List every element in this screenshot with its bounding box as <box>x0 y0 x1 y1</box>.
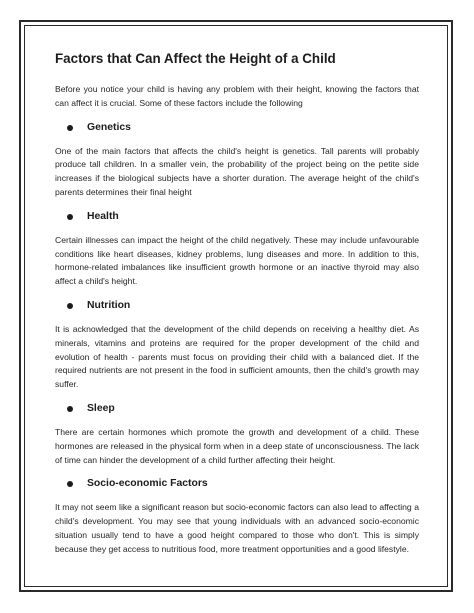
section-heading-sleep <box>67 402 419 416</box>
bullet-icon <box>67 406 73 412</box>
document-content <box>55 51 419 567</box>
section-heading-nutrition <box>67 299 419 313</box>
section-health <box>55 210 419 289</box>
section-title: Nutrition <box>87 299 131 311</box>
section-heading-health <box>67 210 419 224</box>
bullet-icon <box>67 303 73 309</box>
section-body: One of the main factors that affects the child's height is genetics. Tall parents will probably produce tall children. In a smaller vein, the probability of the project being on the petite side increases if the biological subjects have a shorter duration. The average height of the child's parents determines their final height <box>55 145 419 197</box>
section-genetics <box>55 121 419 200</box>
section-nutrition <box>55 299 419 392</box>
bullet-icon <box>67 481 73 487</box>
section-sleep <box>55 402 419 467</box>
bullet-icon <box>67 125 73 131</box>
section-body: There are certain hormones which promote the growth and development of a child. These hormones are released in the physical form when in a deep state of unconsciousness. The lack of time can hinder the development of a child further affecting their height. <box>55 426 419 465</box>
section-socio-economic <box>55 477 419 556</box>
section-body: Certain illnesses can impact the height of the child negatively. These may include unfavourable conditions like heart diseases, kidney problems, lung diseases and more. In addition to this, hormone-related imbalances like insufficient growth hormone or an inactive thyroid may also affect a child's height. <box>55 234 419 287</box>
intro-paragraph: Before you notice your child is having any problem with their height, knowing the factors that can affect it is crucial. Some of these factors include the following <box>55 84 419 108</box>
section-heading-genetics <box>67 121 419 135</box>
section-title: Genetics <box>87 121 131 133</box>
section-title: Health <box>87 210 119 222</box>
document-title: Factors that Can Affect the Height of a Child <box>55 51 336 66</box>
section-title: Socio-economic Factors <box>87 478 208 490</box>
section-body: It is acknowledged that the development of the child depends on receiving a healthy diet. As minerals, vitamins and proteins are required for the proper development of the child and evolution of health - parents must focus on providing their child with a balanced diet. If the required nutrients are not present in the food in sufficient amounts, then the child's growth may suffer. <box>55 323 419 390</box>
section-heading-socio-economic <box>67 477 419 491</box>
section-title: Sleep <box>87 402 115 414</box>
bullet-icon <box>67 214 73 220</box>
section-body: It may not seem like a significant reason but socio-economic factors can also lead to affecting a child's development. You may see that young individuals with an advanced socio-economic situation usually tend to have a good height compared to those who don't. This is simply because they get access to nutritious food, more treatment opportunities and a good lifestyle. <box>55 502 419 554</box>
